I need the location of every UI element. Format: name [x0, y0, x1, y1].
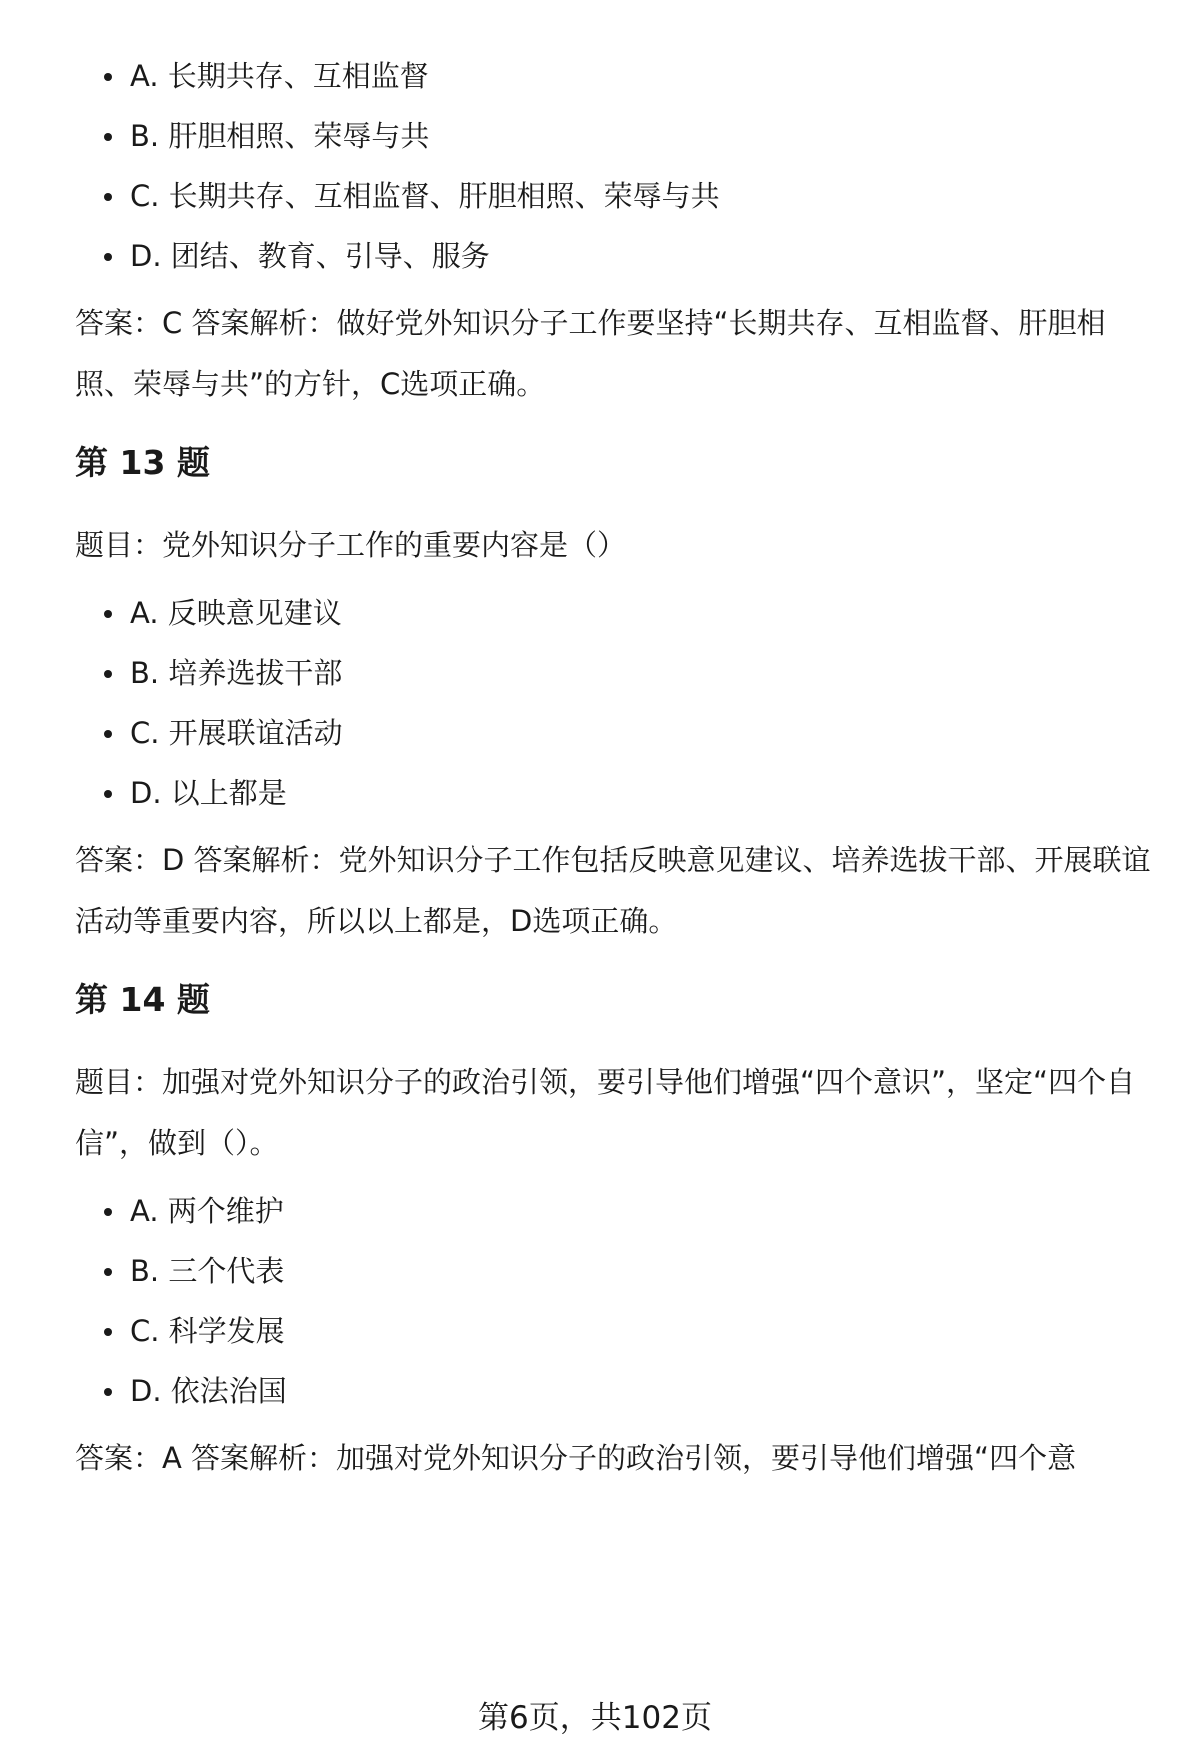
q14-answer: 答案：A 答案解析：加强对党外知识分子的政治引领，要引导他们增强“四个意 [75, 1441, 1077, 1475]
q14-option-a: A. 两个维护 [130, 1191, 1155, 1231]
q12-option-c: C. 长期共存、互相监督、肝胆相照、荣辱与共 [130, 176, 1155, 216]
page-content [75, 56, 1155, 1489]
q13-option-c: C. 开展联谊活动 [130, 713, 1155, 753]
q13-title: 第 13 题 [75, 443, 210, 482]
q13-option-d: D. 以上都是 [130, 773, 1155, 813]
q14-option-d: D. 依法治国 [130, 1371, 1155, 1411]
q12-option-b: B. 肝胆相照、荣辱与共 [130, 116, 1155, 156]
q13-option-a: A. 反映意见建议 [130, 593, 1155, 633]
q14-option-c: C. 科学发展 [130, 1311, 1155, 1351]
q12-option-d: D. 团结、教育、引导、服务 [130, 236, 1155, 276]
q14-title: 第 14 题 [75, 980, 210, 1019]
page-footer: 第6页，共102页 [478, 1700, 712, 1736]
q14-options-list [75, 1191, 1155, 1411]
q12-answer: 答案：C 答案解析：做好党外知识分子工作要坚持“长期共存、互相监督、肝胆相照、荣辱与共”的方针，C选项正确。 [75, 306, 1106, 401]
q12-options-list [75, 56, 1155, 276]
q13-answer: 答案：D 答案解析：党外知识分子工作包括反映意见建议、培养选拔干部、开展联谊活动等重要内容，所以以上都是，D选项正确。 [75, 843, 1151, 938]
q13-question: 题目：党外知识分子工作的重要内容是（） [75, 528, 627, 562]
q13-options-list [75, 593, 1155, 813]
q13-option-b: B. 培养选拔干部 [130, 653, 1155, 693]
q14-question: 题目：加强对党外知识分子的政治引领，要引导他们增强“四个意识”，坚定“四个自信”，做到（）。 [75, 1065, 1136, 1160]
q14-option-b: B. 三个代表 [130, 1251, 1155, 1291]
q12-option-a: A. 长期共存、互相监督 [130, 56, 1155, 96]
